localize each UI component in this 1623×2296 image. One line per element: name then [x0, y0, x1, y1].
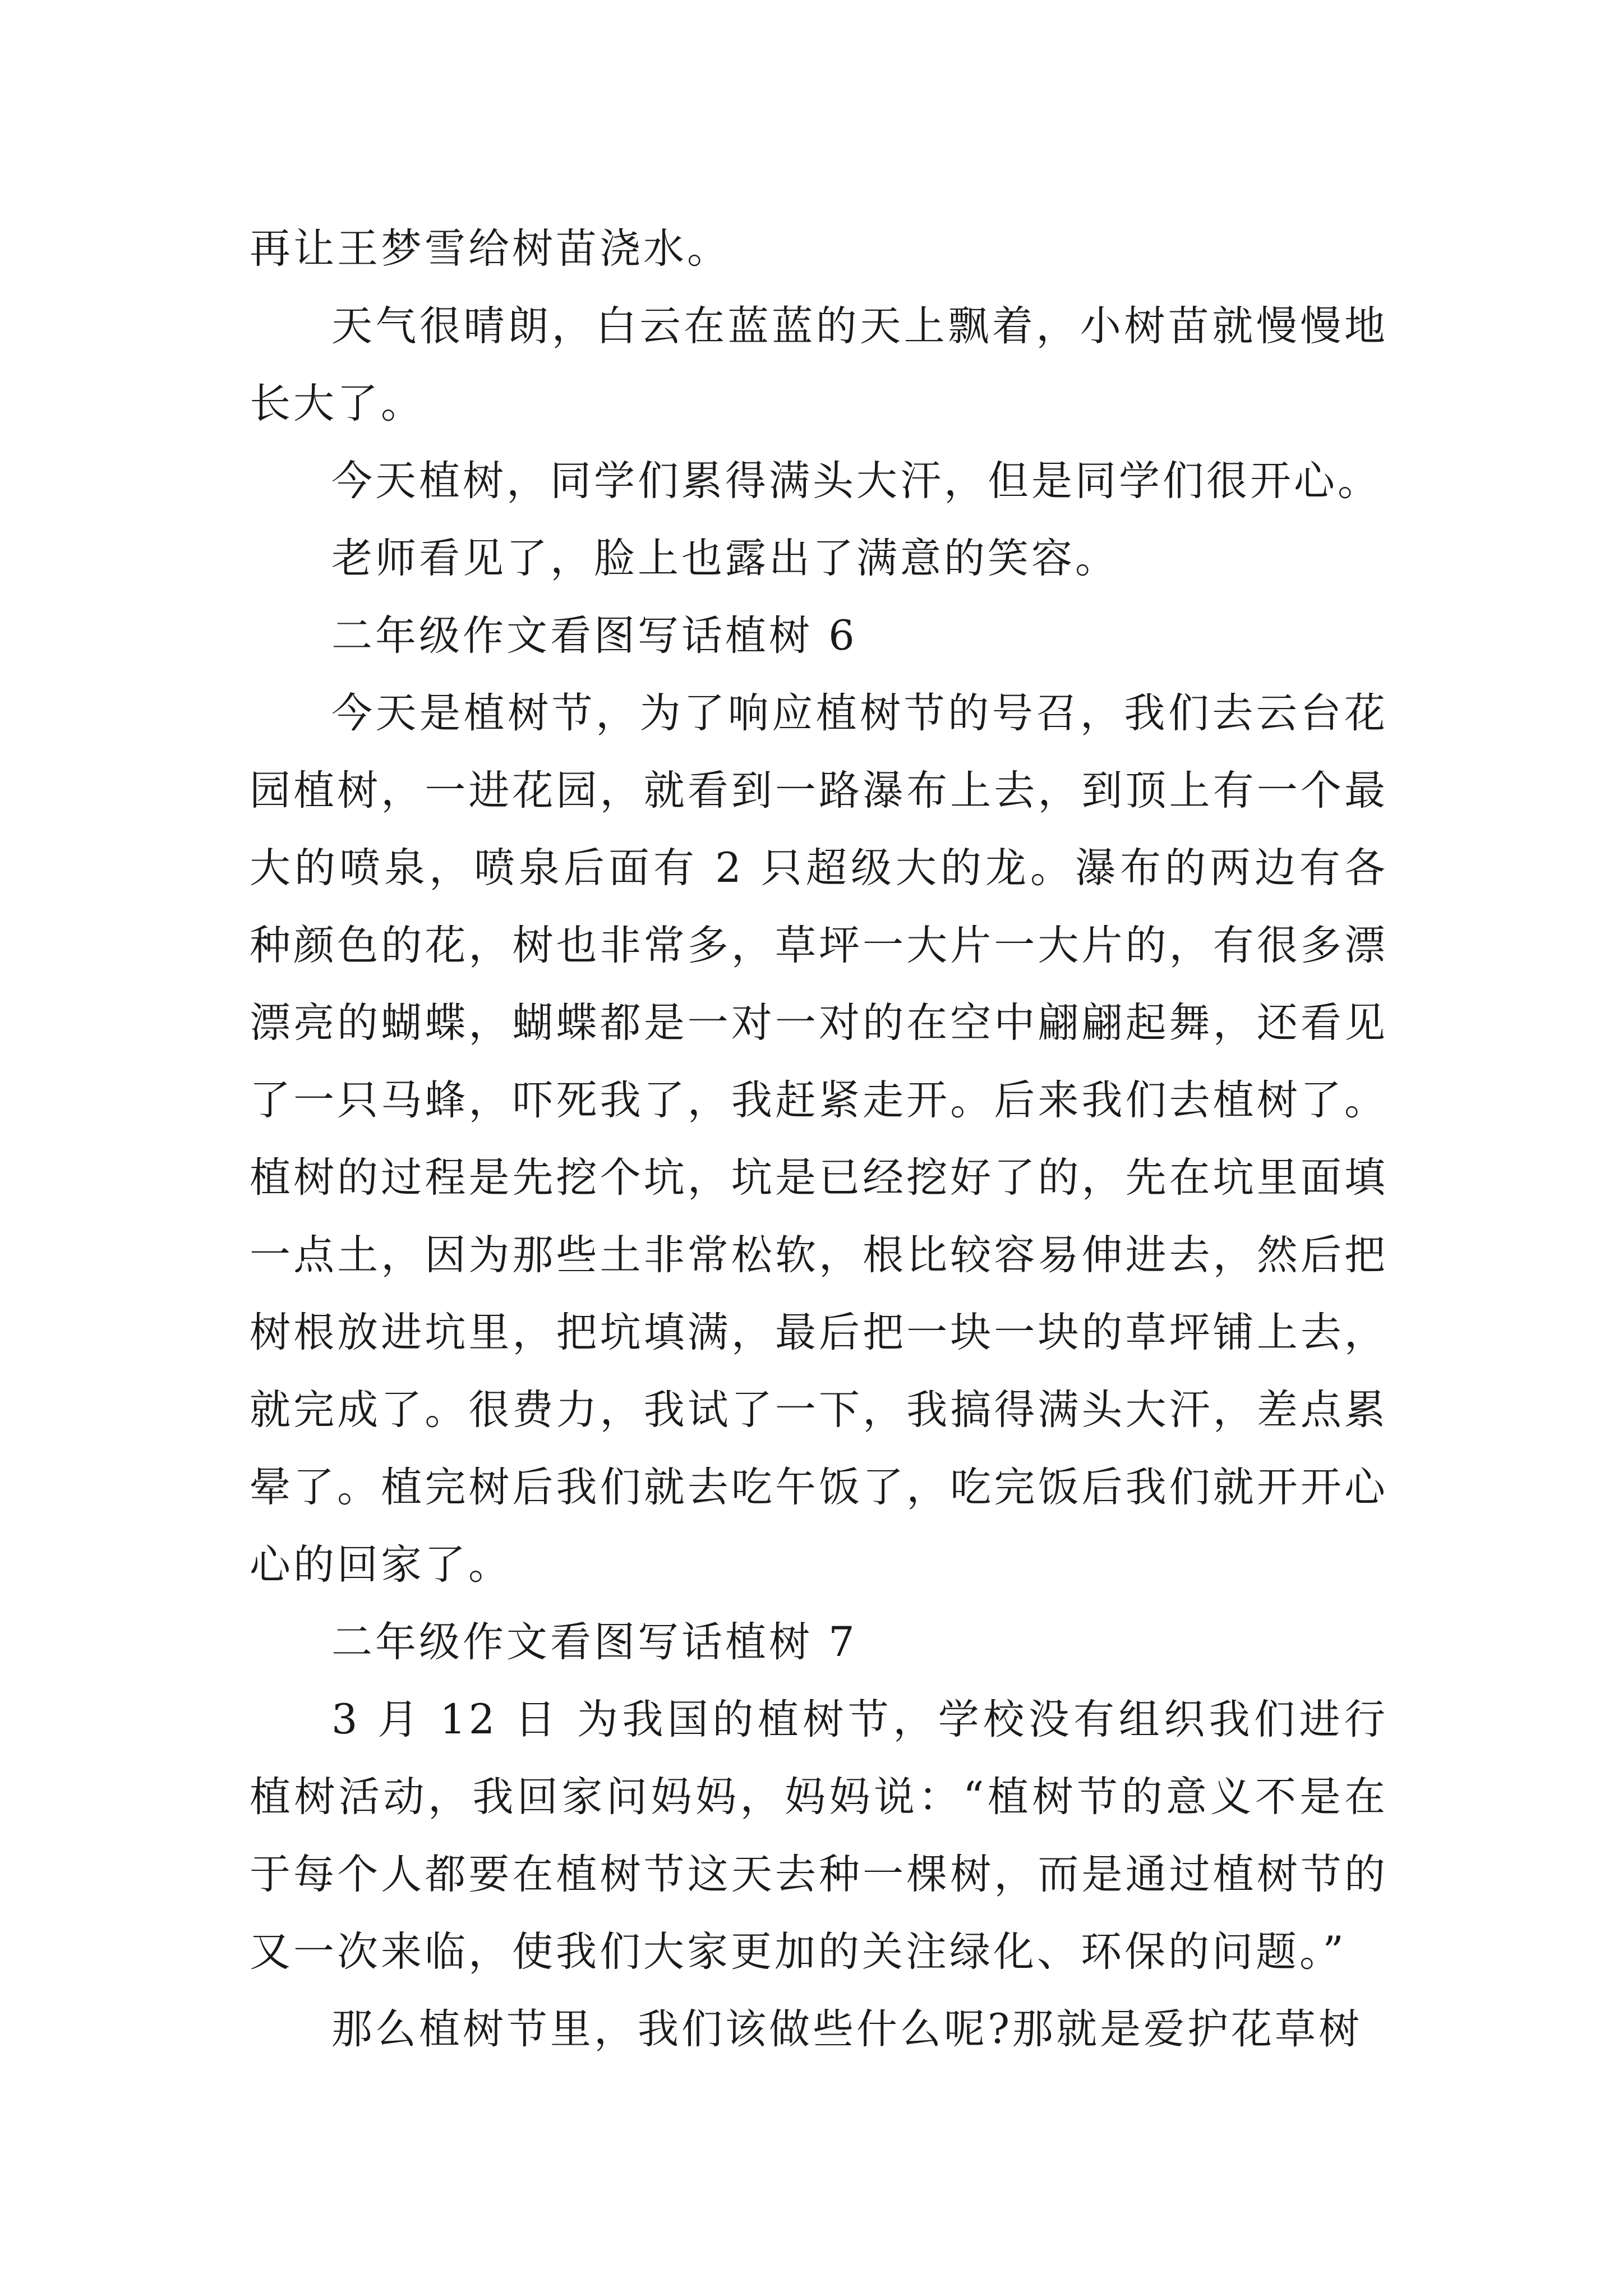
section-heading-6: 二年级作文看图写话植树 6 [331, 612, 857, 660]
paragraph-continuation: 再让王梦雪给树苗浇水。 [250, 225, 731, 273]
paragraph: 今天植树，同学们累得满头大汗，但是同学们很开心。 [331, 457, 1381, 505]
paragraph: 老师看见了，脸上也露出了满意的笑容。 [331, 535, 1119, 582]
paragraph: 3 月 12 日 为我国的植树节，学校没有组织我们进行植树活动，我回家问妈妈，妈妈说：“植树节的意义不是在于每个人都要在植树节这天去种一棵树，而是通过植树节的又一次来临，使我们大家更加的关注绿化、环保的问题。” [250, 1696, 1388, 1976]
paragraph: 天气很晴朗，白云在蓝蓝的天上飘着，小树苗就慢慢地长大了。 [250, 302, 1388, 427]
paragraph: 那么植树节里，我们该做些什么呢?那就是爱护花草树 [331, 2005, 1363, 2053]
document-body [250, 210, 1388, 2068]
section-heading-7: 二年级作文看图写话植树 7 [331, 1618, 857, 1666]
paragraph: 今天是植树节，为了响应植树节的号召，我们去云台花园植树，一进花园，就看到一路瀑布上去，到顶上有一个最大的喷泉，喷泉后面有 2 只超级大的龙。瀑布的两边有各种颜色的花，树也非常多，草坪一大片一大片的，有很多漂漂亮的蝴蝶，蝴蝶都是一对一对的在空中翩翩起舞，还看见了一只马蜂，吓死我了，我赶紧走开。后来我们去植树了。植树的过程是先挖个坑，坑是已经挖好了的，先在坑里面填一点土，因为那些土非常松软，根比较容易伸进去，然后把树根放进坑里，把坑填满，最后把一块一块的草坪铺上去，就完成了。很费力，我试了一下，我搞得满头大汗，差点累晕了。植完树后我们就去吃午饭了，吃完饭后我们就开开心心的回家了。 [250, 689, 1388, 1589]
